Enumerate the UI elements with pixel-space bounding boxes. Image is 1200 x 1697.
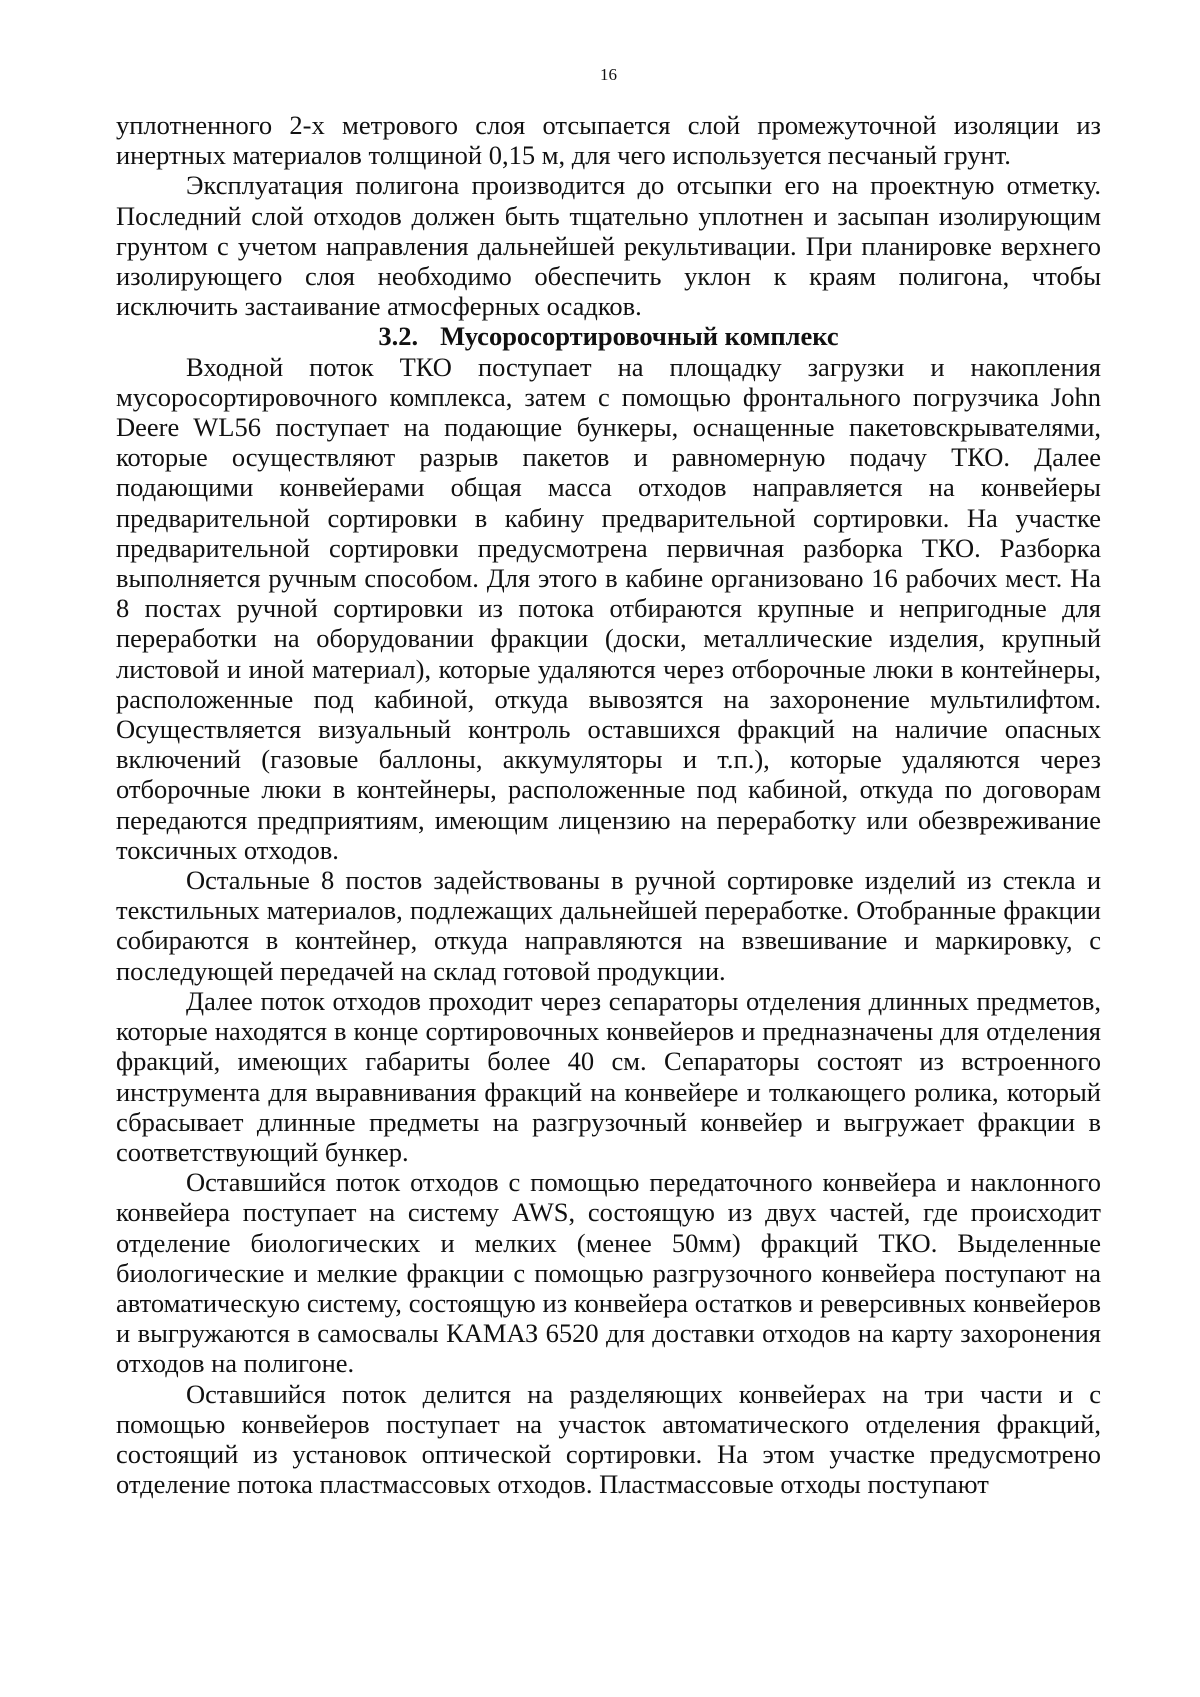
- paragraphs-after-heading: [116, 352, 1101, 1500]
- body-paragraph: Далее поток отходов проходит через сепараторы отделения длинных предметов, которые находятся в конце сортировочных конвейеров и предназначены для отделения фракций, имеющих габариты более 40 см. Сепараторы состоят из встроенного инструмента для выравнивания фракций на конвейере и толкающего ролика, который сбрасывает длинные предметы на разгрузочный конвейер и выгружает фракции в соответствующий бункер.: [116, 985, 1101, 1167]
- body-paragraph: Эксплуатация полигона производится до отсыпки его на проектную отметку. Последний слой отходов должен быть тщательно уплотнен и засыпан изолирующим грунтом с учетом направления дальнейшей рекультивации. При планировке верхнего изолирующего слоя необходимо обеспечить уклон к краям полигона, чтобы исключить застаивание атмосферных осадков.: [116, 170, 1101, 322]
- document-page: [116, 64, 1101, 1499]
- section-number: 3.2.: [378, 321, 419, 352]
- body-paragraph: уплотненного 2-х метрового слоя отсыпается слой промежуточной изоляции из инертных материалов толщиной 0,15 м, для чего используется песчаный грунт.: [116, 110, 1101, 171]
- paragraphs-before-heading: [116, 110, 1101, 321]
- section-heading: [116, 321, 1101, 351]
- page-number: 16: [600, 65, 617, 84]
- body-paragraph: Входной поток ТКО поступает на площадку загрузки и накопления мусоросортировочного комплекса, затем с помощью фронтального погрузчика John Deere WL56 поступает на подающие бункеры, оснащенные пакетовскрывателями, которые осуществляют разрыв пакетов и равномерную подачу ТКО. Далее подающими конвейерами общая масса отходов направляется на конвейеры предварительной сортировки в кабину предварительной сортировки. На участке предварительной сортировки предусмотрена первичная разборка ТКО. Разборка выполняется ручным способом. Для этого в кабине организовано 16 рабочих мест. На 8 постах ручной сортировки из потока отбираются крупные и непригодные для переработки на оборудовании фракции (доски, металлические изделия, крупный листовой и иной материал), которые удаляются через отборочные люки в контейнеры, расположенные под кабиной, откуда вывозятся на захоронение мультилифтом. Осуществляется визуальный контроль оставшихся фракций на наличие опасных включений (газовые баллоны, аккумуляторы и т.п.), которые удаляются через отборочные люки в контейнеры, расположенные под кабиной, откуда по договорам передаются предприятиям, имеющим лицензию на переработку или обезвреживание токсичных отходов.: [116, 351, 1101, 865]
- section-title: Мусоросортировочный комплекс: [440, 321, 839, 352]
- body-paragraph: Оставшийся поток отходов с помощью передаточного конвейера и наклонного конвейера поступает на систему AWS, состоящую из двух частей, где происходит отделение биологических и мелких (менее 50мм) фракций ТКО. Выделенные биологические и мелкие фракции с помощью разгрузочного конвейера поступают на автоматическую систему, состоящую из конвейера остатков и реверсивных конвейеров и выгружаются в самосвалы КАМАЗ 6520 для доставки отходов на карту захоронения отходов на полигоне.: [116, 1167, 1101, 1379]
- body-paragraph: Оставшийся поток делится на разделяющих конвейерах на три части и с помощью конвейеров поступает на участок автоматического отделения фракций, состоящий из установок оптической сортировки. На этом участке предусмотрено отделение потока пластмассовых отходов. Пластмассовые отходы поступают: [116, 1378, 1101, 1500]
- body-paragraph: Остальные 8 постов задействованы в ручной сортировке изделий из стекла и текстильных материалов, подлежащих дальнейшей переработке. Отобранные фракции собираются в контейнер, откуда направляются на взвешивание и маркировку, с последующей передачей на склад готовой продукции.: [116, 865, 1101, 986]
